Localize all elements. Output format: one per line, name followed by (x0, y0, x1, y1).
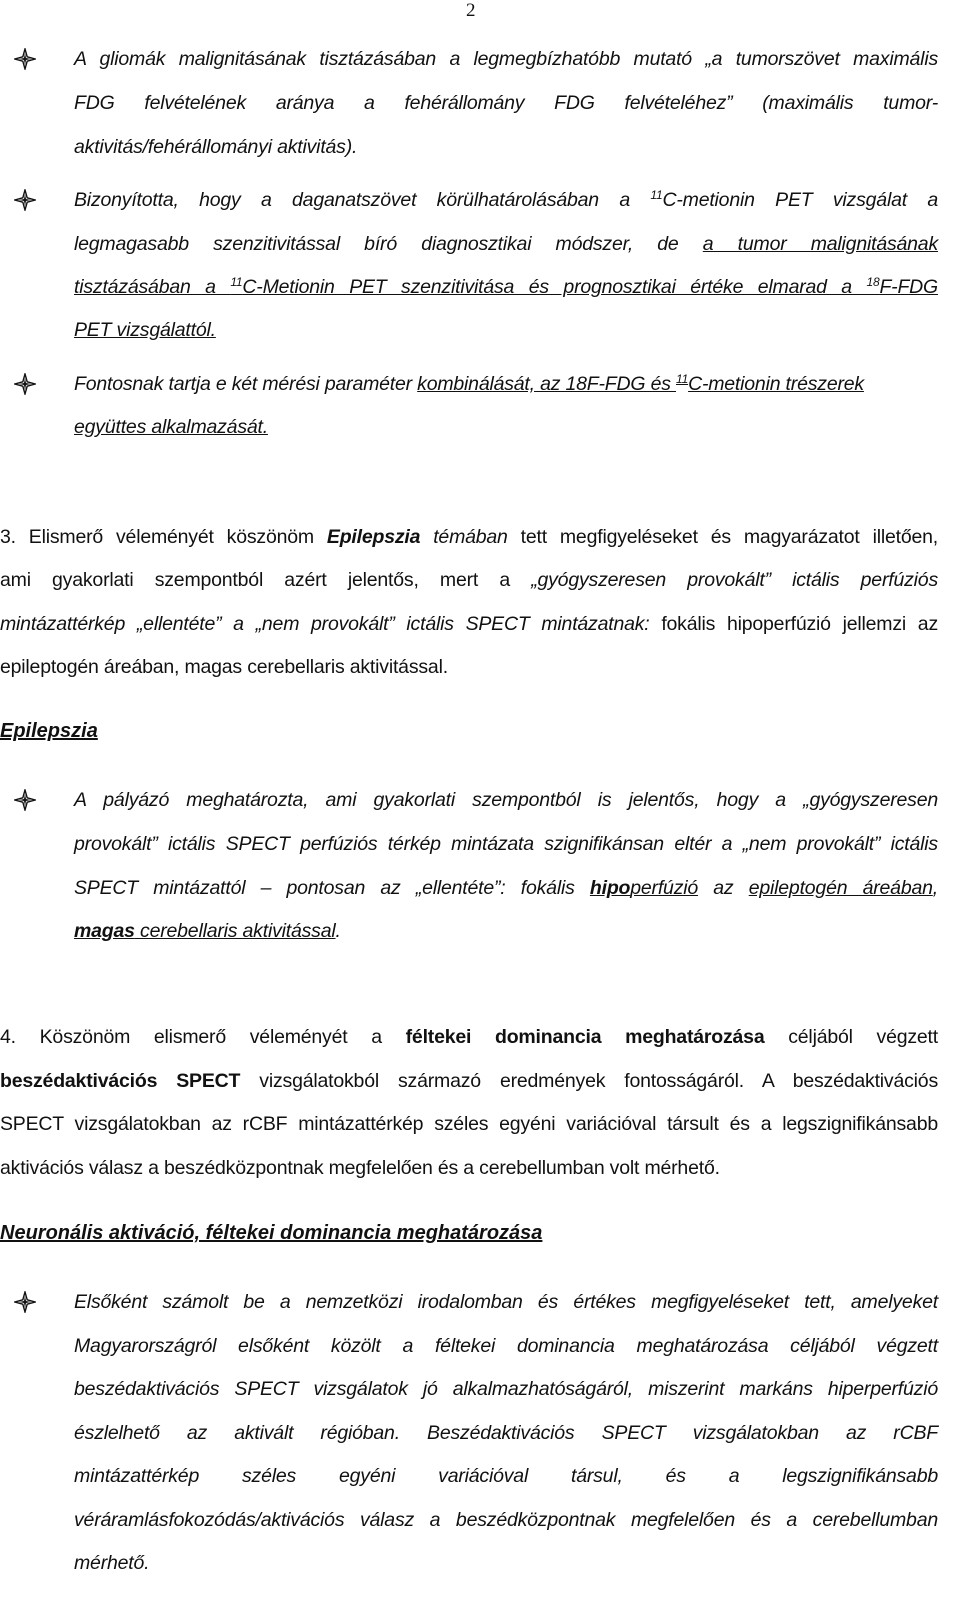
para3-line2: ami gyakorlati szempontból azért jelentős, mert a „gyógyszeresen provokált” ictális perfúziós (0, 569, 938, 591)
bullet2-line1: Bizonyította, hogy a daganatszövet körülhatárolásában a $^{11}$C-metionin PET vizsgálat a (74, 188, 938, 211)
bullet3-line1: Fontosnak tartja e két mérési paraméter kombinálását, az 18F-FDG és $^{11}$C-metionin trészerek (74, 372, 864, 395)
diamond-bullet-icon (14, 789, 36, 811)
para3-line3: mintázattérkép „ellentéte” a „nem provokált” ictális SPECT mintázatnak: fokális hipoperfúzió jellemzi az (0, 613, 938, 635)
bullet5-line6: véráramlásfokozódás/aktivációs válasz a beszédközpontnak megfelelően és a cerebellumban (74, 1509, 938, 1531)
bullet5-line3: beszédaktivációs SPECT vizsgálatok jó alkalmazhatóságáról, miszerint markáns hiperperfúzió (74, 1378, 938, 1400)
bullet2-line3: tisztázásában a $^{11}$C-Metionin PET szenzitivitása és prognosztikai értéke elmarad a $^{18}$F-FDG (74, 275, 939, 298)
para4-line1: 4. Köszönöm elismerő véleményét a féltekei dominancia meghatározása céljából végzett (0, 1026, 938, 1048)
bullet1-line2: FDG felvételének aránya a fehérállomány FDG felvételéhez” (maximális tumor- (74, 92, 938, 114)
bullet5-line7: mérhető. (74, 1552, 150, 1574)
bullet4-line2: provokált” ictális SPECT perfúziós térkép mintázata szignifikánsan eltér a „nem provokált” ictális (74, 833, 938, 855)
bullet5-line2: Magyarországról elsőként közölt a féltekei dominancia meghatározása céljából végzett (74, 1335, 938, 1357)
bullet4-line1: A pályázó meghatározta, ami gyakorlati szempontból is jelentős, hogy a „gyógyszeresen (74, 789, 938, 811)
bullet2-line2: legmagasabb szenzitivitással bíró diagnosztikai módszer, de a tumor malignitásának (74, 233, 938, 255)
bullet5-line4: észlelhető az aktivált régióban. Beszédaktivációs SPECT vizsgálatokban az rCBF (74, 1422, 938, 1444)
para4-line3: SPECT vizsgálatokban az rCBF mintázattérkép széles egyéni variációval társult és a legszignifikánsabb (0, 1113, 938, 1135)
para3-line1: 3. Elismerő véleményét köszönöm Epilepszia témában tett megfigyeléseket és magyarázatot illetően, (0, 526, 938, 548)
para4-line4: aktivációs válasz a beszédközpontnak megfelelően és a cerebellumban volt mérhető. (0, 1157, 720, 1179)
page-number: 2 (466, 0, 476, 21)
diamond-bullet-icon (14, 48, 36, 70)
heading-epilepszia: Epilepszia (0, 720, 98, 742)
bullet1-line1: A gliomák malignitásának tisztázásában a legmegbízhatóbb mutató „a tumorszövet maximális (74, 48, 938, 70)
bullet3-line2: együttes alkalmazását. (74, 416, 268, 438)
bullet4-line4: magas cerebellaris aktivitással. (74, 920, 341, 942)
para3-line4: epileptogén áreában, magas cerebellaris aktivitással. (0, 656, 448, 678)
bullet4-line3: SPECT mintázattól – pontosan az „ellentéte”: fokális hipoperfúzió az epileptogén áreában, (74, 877, 938, 899)
bullet2-line4: PET vizsgálattól. (74, 319, 216, 341)
bullet1-line3: aktivitás/fehérállományi aktivitás). (74, 136, 358, 158)
bullet5-line5: mintázattérkép széles egyéni variációval társul, és a legszignifikánsabb (74, 1465, 938, 1487)
diamond-bullet-icon (14, 1291, 36, 1313)
diamond-bullet-icon (14, 373, 36, 395)
heading-neuronalis-aktivacio: Neuronális aktiváció, féltekei dominancia meghatározása (0, 1222, 543, 1244)
diamond-bullet-icon (14, 189, 36, 211)
para4-line2: beszédaktivációs SPECT vizsgálatokból származó eredmények fontosságáról. A beszédaktivációs (0, 1070, 938, 1092)
bullet5-line1: Elsőként számolt be a nemzetközi irodalomban és értékes megfigyeléseket tett, amelyeket (74, 1291, 938, 1313)
